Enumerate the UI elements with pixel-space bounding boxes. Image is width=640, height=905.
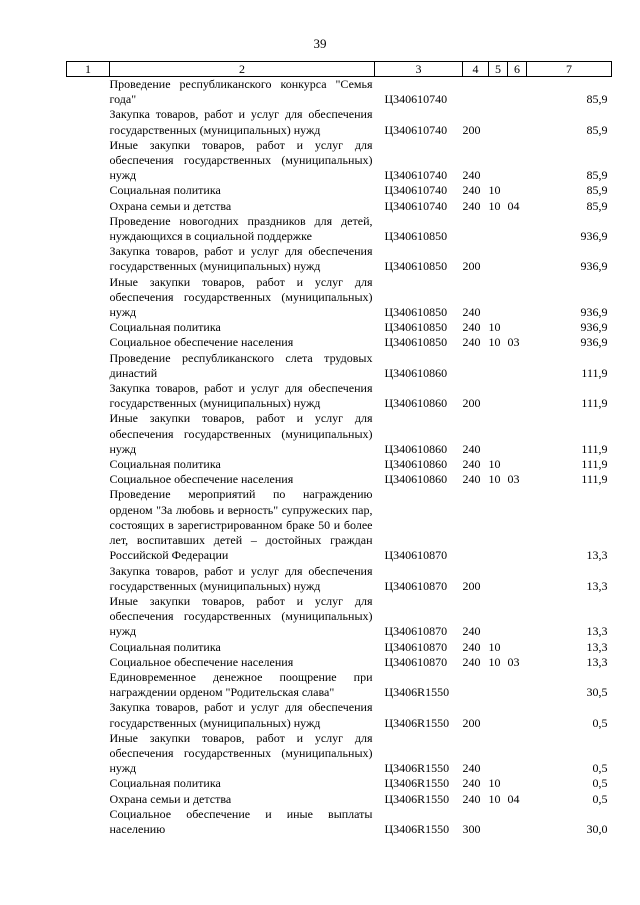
amount: 111,9 — [581, 457, 608, 472]
item-name: Закупка товаров, работ и услуг для обеспечения государственных (муниципальных) нужд — [109, 244, 373, 274]
cell-col-1 — [67, 199, 110, 214]
amount: 13,3 — [586, 578, 608, 593]
subsection-code: 03 — [507, 472, 520, 487]
expense-type — [463, 351, 489, 381]
cell-col-1 — [67, 107, 110, 137]
subsection-code: 04 — [507, 791, 520, 806]
cell-col-1 — [67, 564, 110, 594]
table-row — [67, 244, 612, 274]
section-code: 10 — [488, 654, 501, 669]
cell-col-1 — [67, 457, 110, 472]
target-code: Ц340610740 — [384, 122, 448, 137]
subsection-code — [508, 807, 527, 837]
item-name: Иные закупки товаров, работ и услуг для обеспечения государственных (муниципальных) нужд — [109, 593, 373, 639]
subsection-code — [508, 731, 527, 777]
expense-type: 240 — [462, 761, 481, 776]
target-code: Ц340610860 — [384, 365, 448, 380]
cell-col-1 — [67, 275, 110, 321]
table-row — [67, 487, 612, 563]
section-code — [489, 670, 508, 700]
section-code — [489, 731, 508, 777]
expense-type: 200 — [462, 715, 481, 730]
expense-type: 240 — [462, 320, 481, 335]
table-row — [67, 275, 612, 321]
amount: 0,5 — [592, 791, 608, 806]
expense-type: 240 — [462, 472, 481, 487]
expense-type: 300 — [462, 821, 481, 836]
table-row — [67, 457, 612, 472]
section-code: 10 — [488, 776, 501, 791]
section-code: 10 — [488, 183, 501, 198]
header-col-3: 3 — [375, 62, 463, 77]
section-code — [489, 275, 508, 321]
table-body — [67, 77, 612, 838]
section-code — [489, 107, 508, 137]
cell-col-1 — [67, 381, 110, 411]
section-code — [489, 564, 508, 594]
cell-col-1 — [67, 594, 110, 640]
subsection-code — [508, 320, 527, 335]
expense-type: 240 — [462, 639, 481, 654]
section-code: 10 — [488, 457, 501, 472]
target-code: Ц3406R1550 — [384, 776, 450, 791]
amount: 0,5 — [592, 715, 608, 730]
expense-type: 240 — [462, 183, 481, 198]
target-code: Ц340610860 — [384, 441, 448, 456]
expense-type: 200 — [462, 578, 481, 593]
expense-type — [463, 77, 489, 108]
subsection-code: 03 — [507, 654, 520, 669]
cell-col-1 — [67, 472, 110, 487]
header-col-4: 4 — [463, 62, 489, 77]
amount: 111,9 — [581, 365, 608, 380]
section-code: 10 — [488, 335, 501, 350]
target-code: Ц3406R1550 — [384, 685, 450, 700]
item-name: Социальная политика — [109, 183, 221, 198]
expense-type — [463, 487, 489, 563]
amount: 0,5 — [592, 761, 608, 776]
target-code: Ц340610870 — [384, 624, 448, 639]
target-code: Ц340610740 — [384, 168, 448, 183]
header-col-1: 1 — [67, 62, 110, 77]
header-col-6: 6 — [508, 62, 527, 77]
section-code: 10 — [488, 791, 501, 806]
subsection-code: 03 — [507, 335, 520, 350]
expense-type: 240 — [462, 441, 481, 456]
subsection-code — [508, 275, 527, 321]
item-name: Социальное обеспечение и иные выплаты населению — [109, 806, 373, 836]
target-code: Ц340610740 — [384, 92, 448, 107]
amount: 936,9 — [580, 305, 608, 320]
target-code: Ц3406R1550 — [384, 761, 450, 776]
section-code — [489, 700, 508, 730]
table-row — [67, 731, 612, 777]
section-code — [489, 807, 508, 837]
subsection-code — [508, 670, 527, 700]
cell-col-1 — [67, 487, 110, 563]
amount: 936,9 — [580, 229, 608, 244]
expense-type: 240 — [462, 335, 481, 350]
header-row — [67, 62, 612, 77]
item-name: Социальная политика — [109, 457, 221, 472]
table-row — [67, 776, 612, 791]
item-name: Социальная политика — [109, 320, 221, 335]
section-code: 10 — [488, 472, 501, 487]
expense-type: 200 — [462, 259, 481, 274]
table-row — [67, 138, 612, 184]
target-code: Ц340610860 — [384, 396, 448, 411]
subsection-code — [508, 244, 527, 274]
item-name: Охрана семьи и детства — [109, 198, 232, 213]
item-name: Закупка товаров, работ и услуг для обеспечения государственных (муниципальных) нужд — [109, 563, 373, 593]
amount: 85,9 — [586, 92, 608, 107]
expense-type: 240 — [462, 624, 481, 639]
table-row — [67, 594, 612, 640]
expense-type: 240 — [462, 776, 481, 791]
target-code: Ц3406R1550 — [384, 715, 450, 730]
table-row — [67, 381, 612, 411]
item-name: Закупка товаров, работ и услуг для обеспечения государственных (муниципальных) нужд — [109, 381, 373, 411]
target-code: Ц340610870 — [384, 548, 448, 563]
target-code: Ц3406R1550 — [384, 821, 450, 836]
section-code — [489, 214, 508, 244]
table-row — [67, 700, 612, 730]
target-code: Ц340610740 — [384, 183, 448, 198]
header-col-5: 5 — [489, 62, 508, 77]
item-name: Проведение новогодних праздников для детей, нуждающихся в социальной поддержке — [109, 213, 373, 244]
amount: 936,9 — [580, 259, 608, 274]
target-code: Ц340610860 — [384, 457, 448, 472]
cell-col-1 — [67, 335, 110, 350]
cell-col-1 — [67, 700, 110, 730]
subsection-code — [508, 564, 527, 594]
amount: 30,0 — [586, 821, 608, 836]
cell-col-1 — [67, 411, 110, 457]
page-number: 39 — [313, 36, 327, 51]
cell-col-1 — [67, 776, 110, 791]
table-row — [67, 655, 612, 670]
target-code: Ц3406R1550 — [384, 791, 450, 806]
section-code: 10 — [488, 198, 501, 213]
subsection-code — [508, 77, 527, 108]
subsection-code — [508, 457, 527, 472]
amount: 0,5 — [592, 776, 608, 791]
target-code: Ц340610860 — [384, 472, 448, 487]
budget-table — [66, 61, 612, 837]
header-col-2: 2 — [110, 62, 375, 77]
target-code: Ц340610870 — [384, 654, 448, 669]
expense-type: 200 — [462, 122, 481, 137]
target-code: Ц340610850 — [384, 259, 448, 274]
item-name: Проведение мероприятий по награждению орденом "За любовь и верность" супружеских пар, состоящих в зарегистрированном браке 50 и более лет, воспитавших детей – достойных граждан Российской Федерации — [109, 487, 373, 563]
subsection-code — [508, 776, 527, 791]
item-name: Социальная политика — [109, 639, 221, 654]
cell-col-1 — [67, 138, 110, 184]
expense-type: 240 — [462, 791, 481, 806]
item-name: Иные закупки товаров, работ и услуг для обеспечения государственных (муниципальных) нужд — [109, 730, 373, 776]
subsection-code — [508, 594, 527, 640]
section-code — [489, 138, 508, 184]
subsection-code — [508, 138, 527, 184]
section-code: 10 — [488, 320, 501, 335]
subsection-code — [508, 351, 527, 381]
section-code — [489, 77, 508, 108]
item-name: Иные закупки товаров, работ и услуг для обеспечения государственных (муниципальных) нужд — [109, 411, 373, 456]
amount: 85,9 — [586, 122, 608, 137]
table-row — [67, 564, 612, 594]
expense-type: 240 — [462, 457, 481, 472]
subsection-code — [508, 183, 527, 198]
table-row — [67, 411, 612, 457]
item-name: Единовременное денежное поощрение при награждении орденом "Родительская слава" — [109, 669, 373, 700]
table-row — [67, 472, 612, 487]
item-name: Иные закупки товаров, работ и услуг для обеспечения государственных (муниципальных) нужд — [109, 274, 373, 320]
cell-col-1 — [67, 183, 110, 198]
subsection-code — [508, 487, 527, 563]
cell-col-1 — [67, 670, 110, 700]
expense-type: 240 — [462, 198, 481, 213]
section-code — [489, 351, 508, 381]
table-row — [67, 214, 612, 244]
item-name: Охрана семьи и детства — [109, 791, 232, 806]
cell-col-1 — [67, 77, 110, 108]
table-row — [67, 335, 612, 350]
table-row — [67, 107, 612, 137]
amount: 111,9 — [581, 396, 608, 411]
target-code: Ц340610850 — [384, 305, 448, 320]
amount: 936,9 — [580, 320, 608, 335]
target-code: Ц340610850 — [384, 320, 448, 335]
expense-type: 240 — [462, 654, 481, 669]
table-header — [67, 62, 612, 77]
cell-col-1 — [67, 640, 110, 655]
section-code: 10 — [488, 639, 501, 654]
expense-type — [463, 214, 489, 244]
subsection-code — [508, 640, 527, 655]
table-row — [67, 320, 612, 335]
table-row — [67, 199, 612, 214]
table-row — [67, 77, 612, 108]
cell-col-1 — [67, 731, 110, 777]
cell-col-1 — [67, 214, 110, 244]
item-name: Иные закупки товаров, работ и услуг для обеспечения государственных (муниципальных) нужд — [109, 137, 373, 183]
amount: 85,9 — [586, 168, 608, 183]
table-row — [67, 792, 612, 807]
amount: 111,9 — [581, 472, 608, 487]
cell-col-1 — [67, 655, 110, 670]
subsection-code — [508, 107, 527, 137]
amount: 13,3 — [586, 548, 608, 563]
item-name: Закупка товаров, работ и услуг для обеспечения государственных (муниципальных) нужд — [109, 700, 373, 730]
subsection-code — [508, 700, 527, 730]
table-row — [67, 807, 612, 837]
item-name: Закупка товаров, работ и услуг для обеспечения государственных (муниципальных) нужд — [109, 107, 373, 137]
expense-type: 200 — [462, 396, 481, 411]
target-code: Ц340610870 — [384, 639, 448, 654]
cell-col-1 — [67, 792, 110, 807]
item-name: Социальное обеспечение населения — [109, 472, 294, 487]
item-name: Социальная политика — [109, 776, 221, 791]
expense-type: 240 — [462, 305, 481, 320]
item-name: Проведение республиканского слета трудовых династий — [109, 350, 373, 380]
target-code: Ц340610740 — [384, 198, 448, 213]
amount: 111,9 — [581, 441, 608, 456]
subsection-code — [508, 214, 527, 244]
subsection-code: 04 — [507, 198, 520, 213]
amount: 13,3 — [586, 624, 608, 639]
subsection-code — [508, 381, 527, 411]
amount: 13,3 — [586, 654, 608, 669]
cell-col-1 — [67, 351, 110, 381]
amount: 13,3 — [586, 639, 608, 654]
section-code — [489, 411, 508, 457]
section-code — [489, 594, 508, 640]
cell-col-1 — [67, 244, 110, 274]
target-code: Ц340610850 — [384, 229, 448, 244]
target-code: Ц340610850 — [384, 335, 448, 350]
table-row — [67, 351, 612, 381]
subsection-code — [508, 411, 527, 457]
item-name: Социальное обеспечение населения — [109, 654, 294, 669]
item-name: Проведение республиканского конкурса "Семья года" — [109, 77, 373, 107]
section-code — [489, 244, 508, 274]
cell-col-1 — [67, 807, 110, 837]
item-name: Социальное обеспечение населения — [109, 335, 294, 350]
table-row — [67, 670, 612, 700]
target-code: Ц340610870 — [384, 578, 448, 593]
amount: 30,5 — [586, 685, 608, 700]
table-row — [67, 183, 612, 198]
header-col-7: 7 — [527, 62, 612, 77]
expense-type: 240 — [462, 168, 481, 183]
table-row — [67, 640, 612, 655]
amount: 936,9 — [580, 335, 608, 350]
cell-col-1 — [67, 320, 110, 335]
section-code — [489, 381, 508, 411]
amount: 85,9 — [586, 183, 608, 198]
expense-type — [463, 670, 489, 700]
section-code — [489, 487, 508, 563]
amount: 85,9 — [586, 198, 608, 213]
